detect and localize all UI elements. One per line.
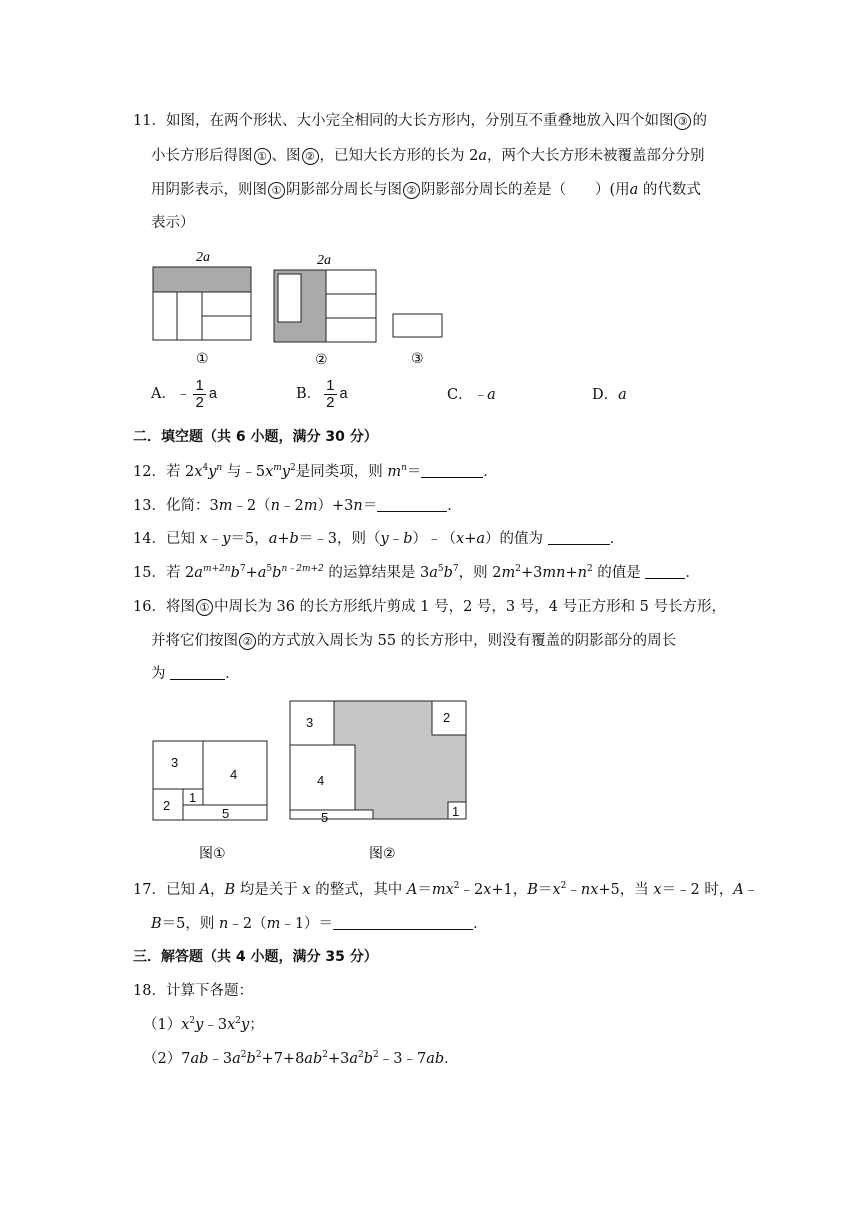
fig2-label-2: 2 xyxy=(443,710,451,725)
q14: 14．已知 x﹣y＝5，a+b＝﹣3，则（y﹣b）﹣（x+a）的值为 ． xyxy=(133,531,625,547)
fig1-label-2: 2 xyxy=(163,798,171,813)
q16-figure-2 xyxy=(290,701,466,819)
q17-line-2: B＝5，则 n﹣2（m﹣1）＝ ． xyxy=(151,916,488,932)
fig2-label-3: 3 xyxy=(306,715,314,730)
q11-line-4: 表示） xyxy=(151,215,195,231)
q17-line-1: 17．已知 A，B 均是关于 x 的整式，其中 $A=mx^2﹣2x+1$，$B=x^2﹣nx+5$，当 x＝﹣2 时，A﹣ xyxy=(133,881,759,898)
q15: 15．若 $2a^{m+2n}b^7+a^5b^{n﹣2m+2}$ 的运算结果是 $3a^5b^7$，则 $2m^2+3mn+n^2$ 的值是 ． xyxy=(133,564,700,581)
fig1-caption: ① xyxy=(196,351,209,367)
fig-captions xyxy=(196,351,424,368)
fig2-label-4: 4 xyxy=(317,773,325,788)
answer-blank[interactable] xyxy=(333,915,473,930)
circled-number: ② xyxy=(403,182,420,199)
figure-2 xyxy=(274,270,376,342)
fig2-caption: 图② xyxy=(369,846,396,862)
q11-option-a: A．﹣ $\frac{1}{2}$ a xyxy=(151,376,217,411)
fraction: $\frac{1}{2}$ xyxy=(195,376,204,411)
q11-figure xyxy=(150,245,450,370)
fraction: $\frac{1}{2}$ xyxy=(326,376,335,411)
q11-option-b: B． $\frac{1}{2}$ a xyxy=(296,376,348,411)
section-3-heading: 三．解答题（共 4 小题，满分 35 分） xyxy=(133,949,378,965)
section-2-heading: 二．填空题（共 6 小题，满分 30 分） xyxy=(133,429,378,445)
q11-option-d: D．a xyxy=(592,387,627,403)
circled-number: ① xyxy=(268,182,285,199)
circled-number: ① xyxy=(196,599,213,616)
circled-number: ① xyxy=(254,148,271,165)
fig1-label-2a: 2a xyxy=(196,250,210,265)
q12: 12．若 $2x^4y^n$ 与$﹣5x^my^2$是同类项，则 $m^n=$ ． xyxy=(133,463,498,480)
circled-number: ③ xyxy=(674,113,691,130)
q16-line-1: 16．将图 ① 中周长为 36 的长方形纸片剪成 1 号，2 号，3 号，4 号正方形和 5 号长方形， xyxy=(133,599,727,615)
q16-figure xyxy=(150,698,470,866)
fig2-label-1: 1 xyxy=(452,804,460,819)
q11-line-3: 用阴影表示，则图 ① 阴影部分周长与图 ② 阴影部分周长的差是（ ）(用a 的代数式 xyxy=(151,182,701,198)
circled-number: ② xyxy=(239,633,256,650)
fig1-caption: 图① xyxy=(199,846,226,862)
fig2-label-5: 5 xyxy=(321,810,329,825)
q11-option-c: C．﹣a xyxy=(447,387,496,403)
answer-blank[interactable] xyxy=(421,463,483,478)
fig1-label-5: 5 xyxy=(222,806,230,821)
figure-3 xyxy=(393,314,442,337)
figure-1 xyxy=(153,267,251,340)
q18-part-2: $(2)7ab﹣3a^2b^2+7+8ab^2+3a^2b^2﹣3﹣7ab$． xyxy=(143,1050,459,1067)
q11-line-2: 小长方形后得图 ① 、图 ② ，已知大长方形的长为 2a，两个大长方形未被覆盖部分分别 xyxy=(151,148,705,164)
q16-figure-1-labels xyxy=(163,755,237,821)
fig2-label-2a: 2a xyxy=(317,253,331,268)
q16-line-3: 为 ． xyxy=(151,666,240,682)
fig1-label-3: 3 xyxy=(171,755,179,770)
answer-blank[interactable] xyxy=(645,564,685,579)
q18-title: 18．计算下各题： xyxy=(133,983,253,999)
fig1-label-1: 1 xyxy=(189,790,197,805)
answer-blank[interactable] xyxy=(548,530,610,545)
answer-blank[interactable] xyxy=(170,665,225,680)
q11-line-1: 11．如图，在两个形状、大小完全相同的大长方形内，分别互不重叠地放入四个如图 ③ 的 xyxy=(133,113,707,129)
fig3-caption: ③ xyxy=(411,351,424,367)
q18-part-1: $(1)x^2y﹣3x^2y$； xyxy=(143,1016,264,1033)
fig2-caption: ② xyxy=(315,352,328,368)
q16-line-2: 并将它们按图 ② 的方式放入周长为 55 的长方形中，则没有覆盖的阴影部分的周长 xyxy=(151,633,677,649)
q13: 13．化简：3m﹣2（n﹣2m）+3n＝ ． xyxy=(133,498,462,514)
circled-number: ② xyxy=(302,148,319,165)
answer-blank[interactable] xyxy=(377,497,447,512)
fig1-label-4: 4 xyxy=(230,767,238,782)
